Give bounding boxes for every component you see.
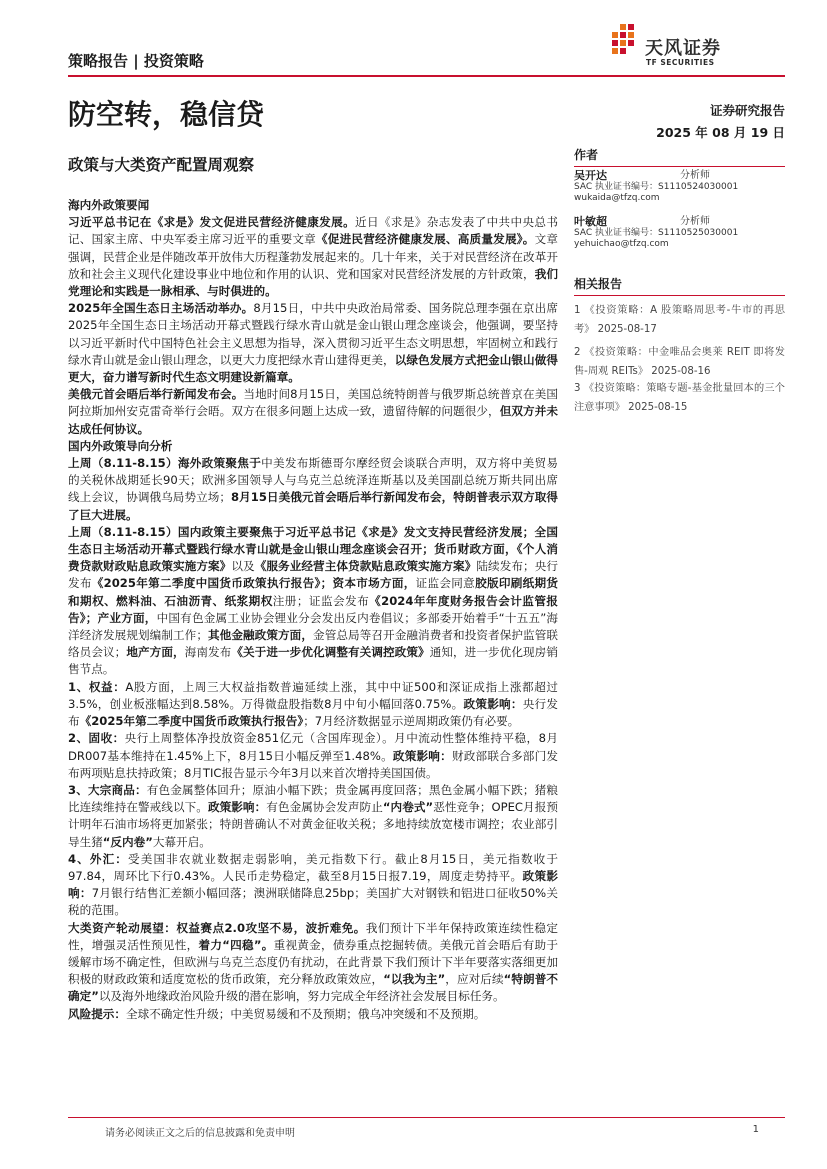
logo-mark-icon bbox=[612, 24, 634, 54]
page-number: 1 bbox=[752, 1124, 759, 1135]
author-cert: SAC 执业证书编号：S1110525030001 bbox=[574, 227, 739, 238]
report-date: 2025 年 08 月 19 日 bbox=[656, 125, 785, 140]
related-reports-heading: 相关报告 bbox=[574, 275, 785, 296]
logo-chinese-name: 天风证券 bbox=[645, 38, 721, 59]
paragraph: 上周（8.11-8.15）海外政策聚焦于中美发布斯德哥尔摩经贸会谈联合声明，双方将中美贸易的关税休战期延长90天；欧洲多国领导人与乌克兰总统泽连斯基以及美国副总统万斯共同出席线上会议，协调俄乌局势立场；8月15日美俄元首会晤后举行新闻发布会，特朗普表示双方取得了巨大进展。 bbox=[68, 456, 558, 522]
section-heading: 国内外政策导向分析 bbox=[68, 438, 173, 453]
paragraph: 大类资产轮动展望：权益赛点2.0攻坚不易，波折难免。我们预计下半年保持政策连续性稳定性，增强灵活性预见性，着力“四稳”。重视黄金，债券重点挖掘转债。美俄元首会晤后有助于缓解市场不确定性，但欧洲与乌克兰态度仍有扰动，在此背景下我们预计下半年要落实落细更加积极的财政政策和适度宽松的货币政策，充分释放政策效应，“以我为主”，应对后续“特朗普不确定”以及海外地缘政治风险升级的潜在影响，努力完成全年经济社会发展目标任务。 bbox=[68, 920, 558, 1004]
authors-heading: 作者 bbox=[574, 146, 785, 167]
author-email[interactable]: wukaida@tfzq.com bbox=[574, 193, 660, 203]
page-subtitle: 政策与大类资产配置周观察 bbox=[68, 156, 255, 174]
related-report-item[interactable]: 3 《投资策略：策略专题-基金批量回本的三个注意事项》 2025-08-15 bbox=[574, 383, 785, 413]
author-cert: SAC 执业证书编号：S1110524030001 bbox=[574, 181, 739, 192]
paragraph: 4、外汇：受美国非农就业数据走弱影响，美元指数下行。截止8月15日，美元指数收于97.84，周环比下行0.43%。人民币走势稳定，截至8月15日报7.19，周度走势持平。政策影响：7月银行结售汇差额小幅回落；澳洲联储降息25bp；美国扩大对钢铁和铝进口征收50%关税的范围。 bbox=[68, 851, 558, 918]
title-divider bbox=[68, 75, 785, 77]
report-type: 策略报告 | 投资策略 bbox=[68, 52, 204, 70]
author-card bbox=[574, 216, 785, 251]
paragraph: 上周（8.11-8.15）国内政策主要聚焦于习近平总书记《求是》发文支持民营经济发展；全国生态日主场活动开幕式暨践行绿水青山就是金山银山理念座谈会召开；货币财政方面，《个人消费贷款财政贴息政策实施方案》以及《服务业经营主体贷款贴息政策实施方案》陆续发布；央行发布《2025年第二季度中国货币政策执行报告》；资本市场方面，证监会同意胶版印刷纸期货和期权、燃料油、石油沥青、纸浆期权注册；证监会发布《2024年年度财务报告会计监管报告》；产业方面，中国有色金属工业协会锂业分会发出反内卷倡议；多部委开始着手“十五五”海洋经济发展规划编制工作；其他金融政策方面，金管总局等召开金融消费者和投资者保护监管联络员会议；地产方面，海南发布《关于进一步优化调整有关调控政策》通知，进一步优化现房销售节点。 bbox=[68, 524, 559, 677]
author-role: 分析师 bbox=[680, 170, 710, 181]
related-report-item[interactable]: 2 《投资策略：中金唯品会奥莱 REIT 即将发售-周观 REITs》 2025-08-16 bbox=[574, 347, 785, 377]
paragraph: 美俄元首会晤后举行新闻发布会。当地时间8月15日，美国总统特朗普与俄罗斯总统普京在美国阿拉斯加州安克雷奇举行会晤。双方在很多问题上达成一致，遗留待解的问题很少，但双方并未达成任何协议。 bbox=[68, 387, 558, 436]
report-body bbox=[68, 197, 558, 1023]
section-heading: 海内外政策要闻 bbox=[68, 198, 150, 212]
paragraph: 风险提示：全球不确定性升级；中美贸易缓和不及预期；俄乌冲突缓和不及预期。 bbox=[68, 1006, 486, 1021]
paragraph: 1、权益：A股方面，上周三大权益指数普遍延续上涨，其中中证500和深证成指上涨都超过3.5%，创业板涨幅达到8.58%。万得微盘股指数8月中旬小幅回落0.75%。政策影响：央行发布《2025年第二季度中国货币政策执行报告》；7月经济数据显示逆周期政策仍有必要。 bbox=[68, 679, 558, 729]
author-name: 吴开达 bbox=[574, 169, 607, 182]
footer-divider bbox=[68, 1117, 785, 1118]
page-title: 防空转，稳信贷 bbox=[68, 98, 265, 131]
author-role: 分析师 bbox=[680, 216, 710, 227]
logo-english-name: TF SECURITIES bbox=[646, 58, 715, 67]
related-report-item[interactable]: 1 《投资策略：A 股策略周思考-牛市的再思考》 2025-08-17 bbox=[574, 305, 785, 335]
paragraph: 3、大宗商品：有色金属整体回升；原油小幅下跌；贵金属再度回落；黑色金属小幅下跌；猪粮比连续维持在警戒线以下。政策影响：有色金属协会发声防止“内卷式”恶性竞争；OPEC月报预计明年石油市场将更加紧张；特朗普确认不对黄金征收关税；多地持续放宽楼市调控；农业部引导生猪“反内卷”大幕开启。 bbox=[68, 782, 558, 849]
footer-disclaimer: 请务必阅读正文之后的信息披露和免责申明 bbox=[105, 1128, 295, 1139]
paragraph: 2、固收：央行上周整体净投放资金851亿元（含国库现金）。月中流动性整体维持平稳，8月DR007基本维持在1.45%上下，8月15日小幅反弹至1.48%。政策影响：财政部联合多部门发布两项贴息扶持政策；8月TIC报告显示今年3月以来首次增持美国国债。 bbox=[68, 731, 558, 780]
paragraph: 2025年全国生态日主场活动举办。8月15日，中共中央政治局常委、国务院总理李强在京出席2025年全国生态日主场活动开幕式暨践行绿水青山就是金山银山理念座谈会，他强调，要坚持以习近平新时代中国特色社会主义思想为指导，深入贯彻习近平生态文明思想，牢固树立和践行绿水青山就是金山银山理念，以更大力度把绿水青山建得更美，以绿色发展方式把金山银山做得更大，奋力谱写新时代生态文明建设新篇章。 bbox=[68, 301, 558, 385]
paragraph: 习近平总书记在《求是》发文促进民营经济健康发展。近日《求是》杂志发表了中共中央总书记、国家主席、中央军委主席习近平的重要文章《促进民营经济健康发展、高质量发展》。文章强调，民营企业是伴随改革开放伟大历程蓬勃发展起来的。几十年来，关于对民营经济在改革开放和社会主义现代化建设事业中地位和作用的认识、党和国家对民营经济发展的方针政策，我们党理论和实践是一脉相承、与时俱进的。 bbox=[68, 215, 558, 299]
author-name: 叶敏超 bbox=[574, 215, 607, 228]
report-kind: 证券研究报告 bbox=[709, 103, 785, 118]
author-email[interactable]: yehuichao@tfzq.com bbox=[574, 239, 669, 249]
author-card bbox=[574, 170, 785, 205]
